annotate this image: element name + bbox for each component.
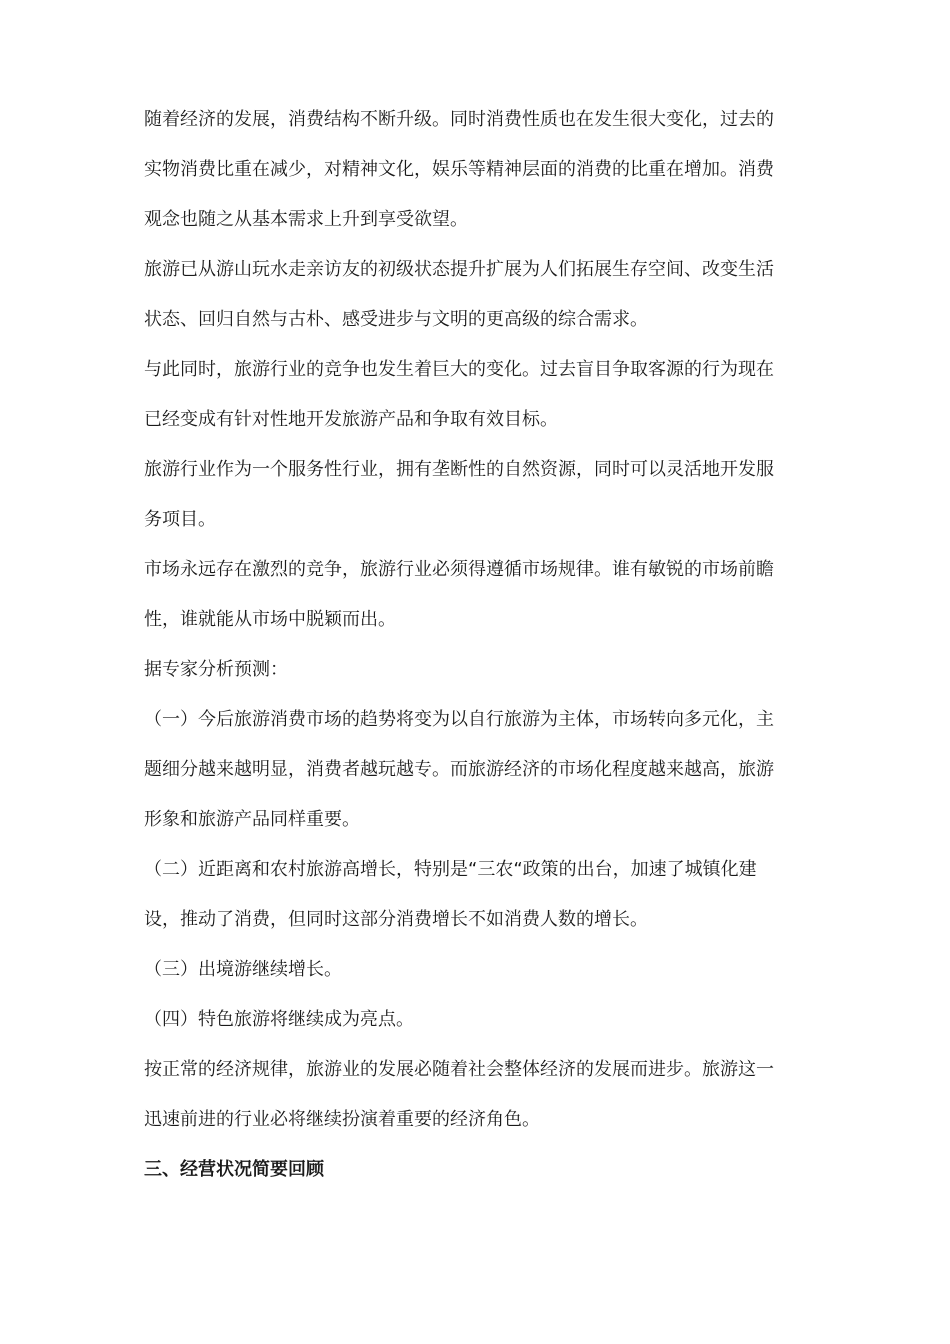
text-line: 已经变成有针对性地开发旅游产品和争取有效目标。 xyxy=(144,409,558,430)
paragraph-consumption xyxy=(144,95,816,245)
text-line: 题细分越来越明显，消费者越玩越专。而旅游经济的市场化程度越来越高，旅游 xyxy=(144,759,774,780)
text-line: 按正常的经济规律，旅游业的发展必随着社会整体经济的发展而进步。旅游这一 xyxy=(144,1059,774,1080)
text-line: （一）今后旅游消费市场的趋势将变为以自行旅游为主体，市场转向多元化，主 xyxy=(144,709,774,730)
text-line: 性，谁就能从市场中脱颖而出。 xyxy=(144,609,396,630)
text-line: （四）特色旅游将继续成为亮点。 xyxy=(144,1009,414,1030)
text-line: 设，推动了消费，但同时这部分消费增长不如消费人数的增长。 xyxy=(144,909,648,930)
text-line: 据专家分析预测： xyxy=(144,659,288,680)
text-line: 随着经济的发展，消费结构不断升级。同时消费性质也在发生很大变化，过去的 xyxy=(144,109,774,130)
text-line: 市场永远存在激烈的竞争，旅游行业必须得遵循市场规律。谁有敏锐的市场前瞻 xyxy=(144,559,774,580)
paragraph-forecast-two xyxy=(144,845,816,945)
text-line: （三）出境游继续增长。 xyxy=(144,959,342,980)
paragraph-service-industry xyxy=(144,445,816,545)
paragraph-economic-law xyxy=(144,1045,816,1145)
paragraph-forecast-one xyxy=(144,695,816,845)
text-line: 迅速前进的行业必将继续扮演着重要的经济角色。 xyxy=(144,1109,540,1130)
text-line: （二）近距离和农村旅游高增长，特别是“三农“政策的出台，加速了城镇化建 xyxy=(144,859,757,880)
text-line: 旅游行业作为一个服务性行业，拥有垄断性的自然资源，同时可以灵活地开发服 xyxy=(144,459,774,480)
paragraph-market-rules xyxy=(144,545,816,645)
text-line: 形象和旅游产品同样重要。 xyxy=(144,809,360,830)
paragraph-forecast-three xyxy=(144,945,816,995)
text-line: 观念也随之从基本需求上升到享受欲望。 xyxy=(144,209,468,230)
text-line: 旅游已从游山玩水走亲访友的初级状态提升扩展为人们拓展生存空间、改变生活 xyxy=(144,259,774,280)
document-body xyxy=(144,95,816,1195)
text-line: 务项目。 xyxy=(144,509,216,530)
text-line: 实物消费比重在减少，对精神文化，娱乐等精神层面的消费的比重在增加。消费 xyxy=(144,159,774,180)
text-line: 状态、回归自然与古朴、感受进步与文明的更高级的综合需求。 xyxy=(144,309,648,330)
paragraph-competition xyxy=(144,345,816,445)
paragraph-tourism-demand xyxy=(144,245,816,345)
paragraph-forecast-four xyxy=(144,995,816,1045)
section-heading: 三、经营状况简要回顾 xyxy=(144,1159,324,1180)
paragraph-expert-forecast xyxy=(144,645,816,695)
text-line: 与此同时，旅游行业的竞争也发生着巨大的变化。过去盲目争取客源的行为现在 xyxy=(144,359,774,380)
